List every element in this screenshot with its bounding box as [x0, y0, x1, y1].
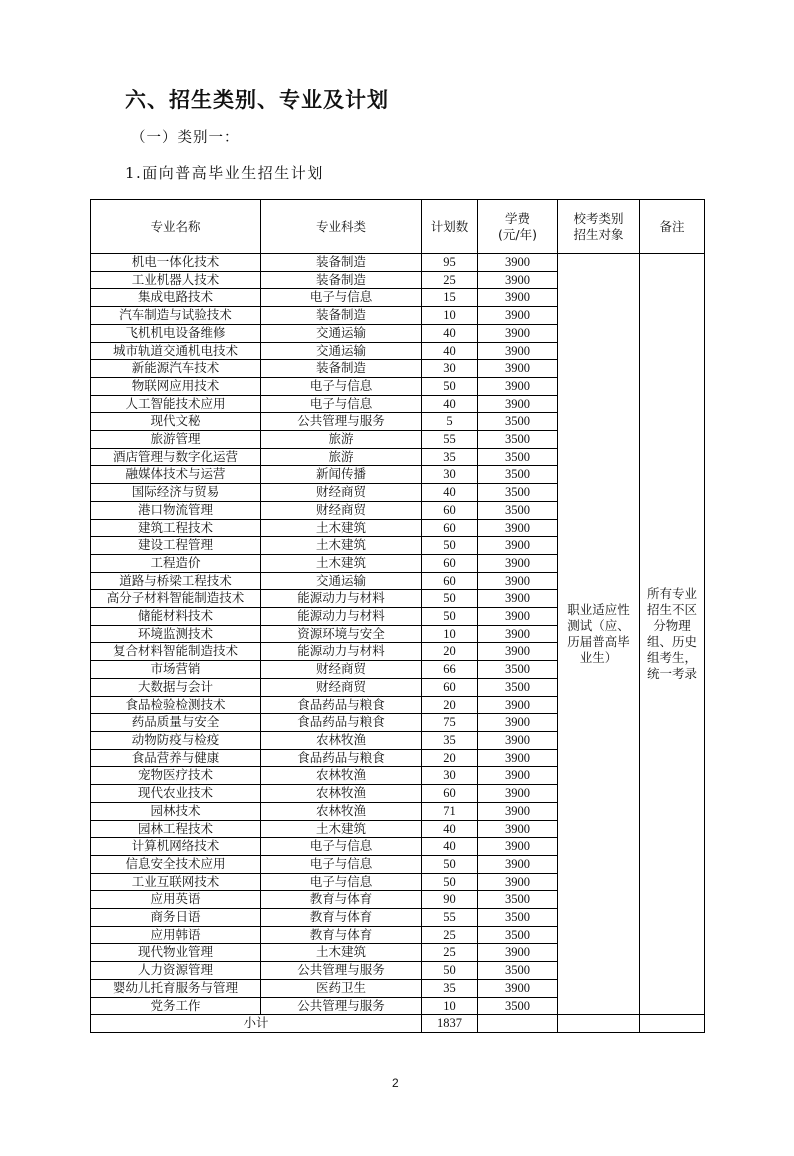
tuition-cell: 3900 — [478, 590, 558, 608]
major-name-cell: 党务工作 — [91, 997, 261, 1015]
tuition-cell: 3900 — [478, 625, 558, 643]
major-name-cell: 新能源汽车技术 — [91, 360, 261, 378]
plan-count-cell: 40 — [422, 395, 478, 413]
plan-count-cell: 15 — [422, 289, 478, 307]
major-name-cell: 复合材料智能制造技术 — [91, 643, 261, 661]
tuition-cell: 3500 — [478, 661, 558, 679]
major-name-cell: 储能材料技术 — [91, 608, 261, 626]
plan-count-cell: 30 — [422, 360, 478, 378]
tuition-cell: 3900 — [478, 324, 558, 342]
major-name-cell: 港口物流管理 — [91, 501, 261, 519]
plan-count-cell: 35 — [422, 448, 478, 466]
plan-count-cell: 40 — [422, 838, 478, 856]
tuition-cell: 3900 — [478, 714, 558, 732]
major-category-cell: 公共管理与服务 — [261, 997, 422, 1015]
plan-count-cell: 71 — [422, 802, 478, 820]
plan-count-cell: 40 — [422, 820, 478, 838]
tuition-cell: 3500 — [478, 926, 558, 944]
plan-count-cell: 35 — [422, 731, 478, 749]
major-category-cell: 农林牧渔 — [261, 802, 422, 820]
plan-count-cell: 30 — [422, 466, 478, 484]
major-name-cell: 汽车制造与试验技术 — [91, 307, 261, 325]
plan-count-cell: 25 — [422, 926, 478, 944]
tuition-cell: 3900 — [478, 342, 558, 360]
plan-count-cell: 50 — [422, 537, 478, 555]
major-category-cell: 农林牧渔 — [261, 731, 422, 749]
major-category-cell: 财经商贸 — [261, 661, 422, 679]
major-name-cell: 机电一体化技术 — [91, 254, 261, 272]
tuition-cell: 3500 — [478, 909, 558, 927]
plan-count-cell: 60 — [422, 572, 478, 590]
major-category-cell: 能源动力与材料 — [261, 590, 422, 608]
major-category-cell: 装备制造 — [261, 271, 422, 289]
major-category-cell: 电子与信息 — [261, 873, 422, 891]
plan-count-cell: 40 — [422, 324, 478, 342]
tuition-cell: 3500 — [478, 484, 558, 502]
plan-count-cell: 55 — [422, 909, 478, 927]
major-category-cell: 食品药品与粮食 — [261, 749, 422, 767]
major-category-cell: 农林牧渔 — [261, 767, 422, 785]
plan-count-cell: 5 — [422, 413, 478, 431]
major-name-cell: 工程造价 — [91, 554, 261, 572]
header-note: 备注 — [640, 200, 705, 254]
plan-count-cell: 20 — [422, 696, 478, 714]
major-name-cell: 物联网应用技术 — [91, 377, 261, 395]
major-category-cell: 新闻传播 — [261, 466, 422, 484]
page-number: 2 — [392, 1076, 399, 1090]
major-category-cell: 财经商贸 — [261, 484, 422, 502]
major-category-cell: 交通运输 — [261, 342, 422, 360]
major-name-cell: 宠物医疗技术 — [91, 767, 261, 785]
major-name-cell: 现代物业管理 — [91, 944, 261, 962]
major-name-cell: 市场营销 — [91, 661, 261, 679]
subtotal-empty-cell — [558, 1015, 640, 1033]
tuition-cell: 3900 — [478, 572, 558, 590]
major-name-cell: 酒店管理与数字化运营 — [91, 448, 261, 466]
major-category-cell: 交通运输 — [261, 572, 422, 590]
major-category-cell: 装备制造 — [261, 254, 422, 272]
plan-count-cell: 20 — [422, 749, 478, 767]
major-category-cell: 电子与信息 — [261, 377, 422, 395]
major-name-cell: 人工智能技术应用 — [91, 395, 261, 413]
major-category-cell: 土木建筑 — [261, 519, 422, 537]
tuition-cell: 3900 — [478, 307, 558, 325]
major-name-cell: 旅游管理 — [91, 431, 261, 449]
major-name-cell: 计算机网络技术 — [91, 838, 261, 856]
major-name-cell: 园林工程技术 — [91, 820, 261, 838]
major-category-cell: 农林牧渔 — [261, 785, 422, 803]
tuition-cell: 3900 — [478, 377, 558, 395]
table-header-row — [91, 200, 705, 254]
header-tuition: 学费 (元/年) — [478, 200, 558, 254]
major-category-cell: 土木建筑 — [261, 944, 422, 962]
plan-count-cell: 50 — [422, 873, 478, 891]
major-name-cell: 人力资源管理 — [91, 962, 261, 980]
tuition-cell: 3900 — [478, 643, 558, 661]
plan-count-cell: 50 — [422, 377, 478, 395]
subtotal-plan-count: 1837 — [422, 1015, 478, 1033]
major-category-cell: 电子与信息 — [261, 855, 422, 873]
plan-count-cell: 30 — [422, 767, 478, 785]
tuition-cell: 3900 — [478, 944, 558, 962]
plan-count-cell: 60 — [422, 554, 478, 572]
major-name-cell: 商务日语 — [91, 909, 261, 927]
tuition-cell: 3900 — [478, 608, 558, 626]
plan-count-cell: 25 — [422, 271, 478, 289]
subtotal-row — [91, 1015, 705, 1033]
major-name-cell: 应用英语 — [91, 891, 261, 909]
major-name-cell: 国际经济与贸易 — [91, 484, 261, 502]
tuition-cell: 3900 — [478, 696, 558, 714]
major-category-cell: 教育与体育 — [261, 891, 422, 909]
tuition-cell: 3900 — [478, 271, 558, 289]
major-name-cell: 飞机机电设备维修 — [91, 324, 261, 342]
major-category-cell: 电子与信息 — [261, 395, 422, 413]
header-plan-count: 计划数 — [422, 200, 478, 254]
subtotal-empty-cell — [478, 1015, 558, 1033]
plan-count-cell: 55 — [422, 431, 478, 449]
header-major-category: 专业科类 — [261, 200, 422, 254]
tuition-cell: 3900 — [478, 802, 558, 820]
tuition-cell: 3900 — [478, 289, 558, 307]
major-name-cell: 工业互联网技术 — [91, 873, 261, 891]
tuition-cell: 3900 — [478, 360, 558, 378]
major-category-cell: 电子与信息 — [261, 838, 422, 856]
header-major-name: 专业名称 — [91, 200, 261, 254]
tuition-cell: 3900 — [478, 749, 558, 767]
major-name-cell: 信息安全技术应用 — [91, 855, 261, 873]
major-name-cell: 建设工程管理 — [91, 537, 261, 555]
plan-count-cell: 20 — [422, 643, 478, 661]
plan-count-cell: 10 — [422, 625, 478, 643]
major-name-cell: 城市轨道交通机电技术 — [91, 342, 261, 360]
major-category-cell: 交通运输 — [261, 324, 422, 342]
tuition-cell: 3900 — [478, 873, 558, 891]
plan-count-cell: 10 — [422, 997, 478, 1015]
major-category-cell: 财经商贸 — [261, 501, 422, 519]
plan-count-cell: 50 — [422, 590, 478, 608]
major-category-cell: 医药卫生 — [261, 979, 422, 997]
plan-count-cell: 50 — [422, 608, 478, 626]
section-heading: 1.面向普高毕业生招生计划 — [125, 164, 324, 182]
major-category-cell: 装备制造 — [261, 360, 422, 378]
tuition-cell: 3900 — [478, 395, 558, 413]
plan-count-cell: 60 — [422, 678, 478, 696]
table-row — [91, 254, 705, 272]
tuition-cell: 3500 — [478, 962, 558, 980]
major-name-cell: 食品营养与健康 — [91, 749, 261, 767]
tuition-cell: 3500 — [478, 501, 558, 519]
major-category-cell: 电子与信息 — [261, 289, 422, 307]
major-name-cell: 园林技术 — [91, 802, 261, 820]
tuition-cell: 3900 — [478, 731, 558, 749]
plan-count-cell: 90 — [422, 891, 478, 909]
tuition-cell: 3900 — [478, 979, 558, 997]
major-category-cell: 教育与体育 — [261, 926, 422, 944]
major-category-cell: 财经商贸 — [261, 678, 422, 696]
plan-count-cell: 25 — [422, 944, 478, 962]
major-category-cell: 旅游 — [261, 448, 422, 466]
tuition-cell: 3900 — [478, 855, 558, 873]
major-name-cell: 应用韩语 — [91, 926, 261, 944]
major-category-cell: 食品药品与粮食 — [261, 714, 422, 732]
tuition-cell: 3500 — [478, 466, 558, 484]
plan-count-cell: 50 — [422, 962, 478, 980]
major-name-cell: 现代文秘 — [91, 413, 261, 431]
tuition-cell: 3500 — [478, 891, 558, 909]
major-name-cell: 动物防疫与检疫 — [91, 731, 261, 749]
note-merged-cell: 所有专业招生不区分物理组、历史组考生，统一考录 — [640, 254, 705, 1015]
tuition-cell: 3500 — [478, 431, 558, 449]
tuition-cell: 3500 — [478, 413, 558, 431]
tuition-cell: 3900 — [478, 820, 558, 838]
major-name-cell: 道路与桥梁工程技术 — [91, 572, 261, 590]
major-category-cell: 教育与体育 — [261, 909, 422, 927]
major-category-cell: 能源动力与材料 — [261, 643, 422, 661]
subtotal-empty-cell — [640, 1015, 705, 1033]
major-name-cell: 大数据与会计 — [91, 678, 261, 696]
exam-type-merged-cell: 职业适应性测试（应、历届普高毕业生） — [558, 254, 640, 1015]
major-category-cell: 食品药品与粮食 — [261, 696, 422, 714]
major-name-cell: 食品检验检测技术 — [91, 696, 261, 714]
category-heading: （一）类别一： — [131, 130, 240, 146]
enrollment-plan-table — [90, 199, 705, 1033]
subtotal-label: 小计 — [91, 1015, 422, 1033]
plan-count-cell: 40 — [422, 342, 478, 360]
plan-count-cell: 40 — [422, 484, 478, 502]
tuition-cell: 3500 — [478, 997, 558, 1015]
tuition-cell: 3900 — [478, 519, 558, 537]
plan-count-cell: 35 — [422, 979, 478, 997]
plan-count-cell: 10 — [422, 307, 478, 325]
tuition-cell: 3900 — [478, 767, 558, 785]
major-name-cell: 高分子材料智能制造技术 — [91, 590, 261, 608]
major-name-cell: 婴幼儿托育服务与管理 — [91, 979, 261, 997]
tuition-cell: 3900 — [478, 254, 558, 272]
major-name-cell: 环境监测技术 — [91, 625, 261, 643]
plan-count-cell: 60 — [422, 501, 478, 519]
major-name-cell: 融媒体技术与运营 — [91, 466, 261, 484]
plan-count-cell: 95 — [422, 254, 478, 272]
major-category-cell: 土木建筑 — [261, 537, 422, 555]
major-category-cell: 土木建筑 — [261, 820, 422, 838]
plan-count-cell: 50 — [422, 855, 478, 873]
major-category-cell: 土木建筑 — [261, 554, 422, 572]
major-name-cell: 药品质量与安全 — [91, 714, 261, 732]
header-exam-type: 校考类别 招生对象 — [558, 200, 640, 254]
major-category-cell: 装备制造 — [261, 307, 422, 325]
major-category-cell: 资源环境与安全 — [261, 625, 422, 643]
major-name-cell: 集成电路技术 — [91, 289, 261, 307]
major-name-cell: 现代农业技术 — [91, 785, 261, 803]
major-name-cell: 建筑工程技术 — [91, 519, 261, 537]
major-name-cell: 工业机器人技术 — [91, 271, 261, 289]
tuition-cell: 3900 — [478, 554, 558, 572]
plan-count-cell: 60 — [422, 519, 478, 537]
major-category-cell: 旅游 — [261, 431, 422, 449]
major-category-cell: 公共管理与服务 — [261, 962, 422, 980]
page-title: 六、招生类别、专业及计划 — [125, 88, 389, 112]
tuition-cell: 3900 — [478, 537, 558, 555]
tuition-cell: 3500 — [478, 678, 558, 696]
major-category-cell: 公共管理与服务 — [261, 413, 422, 431]
tuition-cell: 3900 — [478, 838, 558, 856]
tuition-cell: 3900 — [478, 785, 558, 803]
plan-count-cell: 60 — [422, 785, 478, 803]
plan-count-cell: 66 — [422, 661, 478, 679]
plan-count-cell: 75 — [422, 714, 478, 732]
major-category-cell: 能源动力与材料 — [261, 608, 422, 626]
tuition-cell: 3500 — [478, 448, 558, 466]
